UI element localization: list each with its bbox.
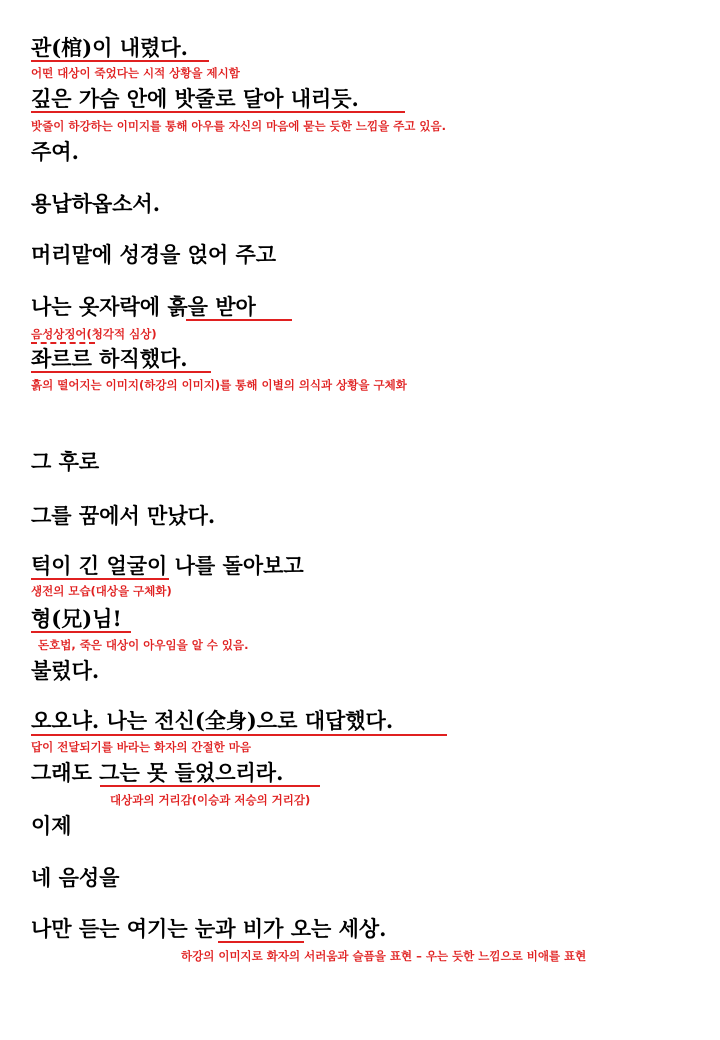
poem-line-2: 깊은 가슴 안에 밧줄로 달아 내리듯. bbox=[31, 86, 359, 111]
underline-5 bbox=[31, 371, 211, 373]
annotation-3: 음성상징어(청각적 심상) bbox=[31, 327, 157, 341]
poem-line-15: 이제 bbox=[31, 813, 72, 838]
poem-line-13: 오오냐. 나는 전신(全身)으로 대답했다. bbox=[31, 708, 394, 733]
poem-line-7: 좌르르 하직했다. bbox=[31, 346, 188, 371]
annotation-2: 밧줄이 하강하는 이미지를 통해 아우를 자신의 마음에 묻는 듯한 느낌을 주고 있음. bbox=[31, 119, 447, 133]
poem-line-5: 머리맡에 성경을 얹어 주고 bbox=[31, 242, 277, 267]
annotation-1: 어떤 대상이 죽었다는 시적 상황을 제시함 bbox=[31, 66, 240, 80]
annotation-8: 대상과의 거리감(이승과 저승의 거리감) bbox=[110, 793, 311, 807]
poem-line-9: 그를 꿈에서 만났다. bbox=[31, 503, 216, 528]
poem-line-10: 턱이 긴 얼굴이 나를 돌아보고 bbox=[31, 553, 304, 578]
poem-line-17: 나만 듣는 여기는 눈과 비가 오는 세상. bbox=[31, 916, 387, 941]
underline-1 bbox=[31, 60, 209, 62]
poem-line-1: 관(棺)이 내렸다. bbox=[31, 35, 188, 60]
underline-3 bbox=[186, 319, 292, 321]
poem-line-6: 나는 옷자락에 흙을 받아 bbox=[31, 294, 256, 319]
annotation-4: 흙의 떨어지는 이미지(하강의 이미지)를 통해 이별의 의식과 상황을 구체화 bbox=[31, 378, 407, 392]
annotation-5: 생전의 모습(대상을 구체화) bbox=[31, 584, 172, 598]
poem-line-16: 네 음성을 bbox=[31, 865, 120, 890]
underline-9 bbox=[100, 785, 320, 787]
poem-line-4: 용납하옵소서. bbox=[31, 191, 161, 216]
poem-line-14: 그래도 그는 못 들었으리라. bbox=[31, 760, 284, 785]
underline-6 bbox=[31, 578, 169, 580]
poem-line-12: 불렀다. bbox=[31, 658, 100, 683]
underline-2 bbox=[31, 111, 405, 113]
underline-10 bbox=[218, 941, 304, 943]
annotation-7: 답이 전달되기를 바라는 화자의 간절한 마음 bbox=[31, 740, 251, 754]
poem-line-11: 형(兄)님! bbox=[31, 606, 122, 631]
underline-8 bbox=[31, 734, 447, 736]
underline-4 bbox=[31, 342, 95, 344]
annotation-9: 하강의 이미지로 화자의 서러움과 슬픔을 표현 – 우는 듯한 느낌으로 비애를 표현 bbox=[181, 949, 587, 963]
poem-line-8: 그 후로 bbox=[31, 449, 100, 474]
underline-7 bbox=[31, 631, 131, 633]
annotation-6: 돈호법, 죽은 대상이 아우임을 알 수 있음. bbox=[38, 638, 249, 652]
poem-line-3: 주여. bbox=[31, 139, 79, 164]
